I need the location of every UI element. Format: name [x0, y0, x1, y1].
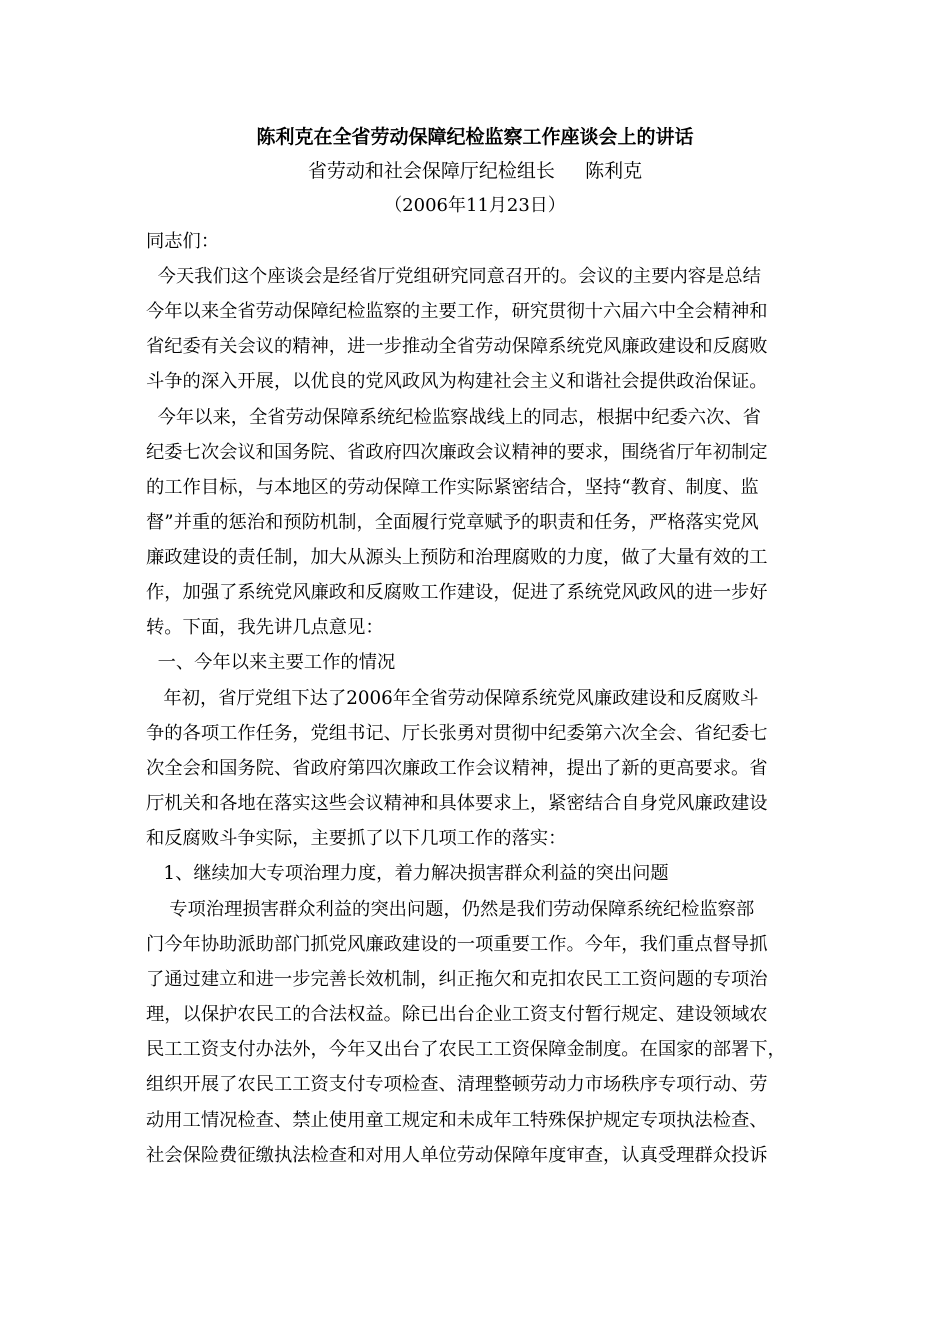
body-line: 的工作目标，与本地区的劳动保障工作实际紧密结合，坚持“教育、制度、监 — [146, 477, 759, 498]
body-line: 斗争的深入开展，以优良的党风政风为构建社会主义和谐社会提供政治保证。 — [146, 371, 768, 392]
body-line: 廉政建设的责任制，加大从源头上预防和治理腐败的力度，做了大量有效的工 — [146, 547, 768, 568]
body-line: 组织开展了农民工工资支付专项检查、清理整顿劳动力市场秩序专项行动、劳 — [146, 1074, 768, 1095]
body-line: 年初，省厅党组下达了2006年全省劳动保障系统党风廉政建设和反腐败斗 — [146, 688, 759, 709]
body-line: 今年以来，全省劳动保障系统纪检监察战线上的同志，根据中纪委六次、省 — [146, 407, 761, 428]
date-line: （2006年11月23日） — [384, 195, 566, 216]
body-line: 门今年协助派助部门抓党风廉政建设的一项重要工作。今年，我们重点督导抓 — [146, 934, 768, 955]
body-line: 次全会和国务院、省政府第四次廉政工作会议精神，提出了新的更高要求。省 — [146, 758, 768, 779]
body-line: 民工工资支付办法外，今年又出台了农民工工资保障金制度。在国家的部署下， — [146, 1039, 786, 1060]
body-line: 社会保险费征缴执法检查和对用人单位劳动保障年度审查，认真受理群众投诉 — [146, 1145, 768, 1166]
section-heading: 一、今年以来主要工作的情况 — [146, 652, 396, 673]
body-line: 纪委七次会议和国务院、省政府四次廉政会议精神的要求，围绕省厅年初制定 — [146, 442, 768, 463]
body-line: 作，加强了系统党风廉政和反腐败工作建设，促进了系统党风政风的进一步好 — [146, 582, 768, 603]
body-line: 动用工情况检查、禁止使用童工规定和未成年工特殊保护规定专项执法检查、 — [146, 1110, 768, 1131]
body-line: 省纪委有关会议的精神，进一步推动全省劳动保障系统党风廉政建设和反腐败 — [146, 336, 768, 357]
salutation: 同志们： — [146, 231, 220, 252]
body-line: 和反腐败斗争实际，主要抓了以下几项工作的落实： — [146, 828, 567, 849]
body-line: 争的各项工作任务，党组书记、厅长张勇对贯彻中纪委第六次全会、省纪委七 — [146, 723, 768, 744]
author-line: 省劳动和社会保障厅纪检组长 陈利克 — [307, 160, 643, 182]
body-line: 理，以保护农民工的合法权益。除已出台企业工资支付暂行规定、建设领域农 — [146, 1004, 768, 1025]
document-title: 陈利克在全省劳动保障纪检监察工作座谈会上的讲话 — [256, 126, 694, 148]
body-line: 今年以来全省劳动保障纪检监察的主要工作，研究贯彻十六届六中全会精神和 — [146, 301, 768, 322]
body-line: 督”并重的惩治和预防机制，全面履行党章赋予的职责和任务，严格落实党风 — [146, 512, 759, 533]
subsection-heading: 1、继续加大专项治理力度，着力解决损害群众利益的突出问题 — [146, 863, 669, 884]
body-line: 专项治理损害群众利益的突出问题，仍然是我们劳动保障系统纪检监察部 — [146, 899, 755, 920]
body-line: 了通过建立和进一步完善长效机制，纠正拖欠和克扣农民工工资问题的专项治 — [146, 969, 768, 990]
body-line: 转。下面，我先讲几点意见： — [146, 617, 384, 638]
body-line: 厅机关和各地在落实这些会议精神和具体要求上，紧密结合自身党风廉政建设 — [146, 793, 768, 814]
body-line: 今天我们这个座谈会是经省厅党组研究同意召开的。会议的主要内容是总结 — [146, 266, 761, 287]
